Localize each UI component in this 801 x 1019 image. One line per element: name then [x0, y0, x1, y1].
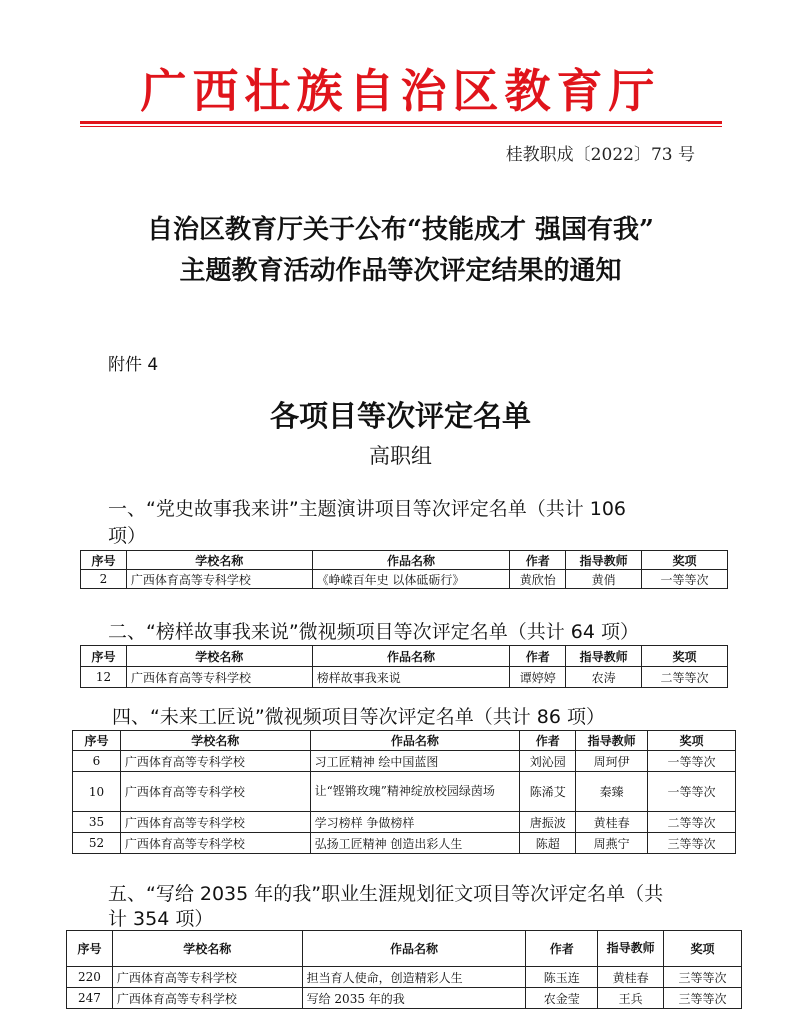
col-header-work: 作品名称: [312, 551, 510, 570]
cell-author: 黄欣怡: [510, 570, 566, 589]
col-header-author: 作者: [520, 731, 576, 751]
table-row: [73, 833, 736, 854]
cell-author: 唐振波: [520, 812, 576, 833]
table-header-row: [81, 646, 728, 667]
col-header-teacher: 指导教师: [598, 931, 664, 967]
section-2-table: [80, 645, 728, 688]
cell-author: 陈玉连: [526, 967, 598, 988]
table-row: [67, 988, 742, 1009]
cell-author: 刘沁园: [520, 751, 576, 772]
table-header-row: [73, 731, 736, 751]
cell-work: 担当育人使命，创造精彩人生: [302, 967, 526, 988]
header-rule-thin: [80, 126, 722, 127]
cell-author: 陈超: [520, 833, 576, 854]
col-header-author: 作者: [510, 551, 566, 570]
section-1-title-line1: 一、“党史故事我来讲”主题演讲项目等次评定名单（共计 106: [108, 498, 626, 520]
cell-teacher: 周燕宁: [576, 833, 648, 854]
section-5-title-line2: 计 354 项）: [108, 908, 214, 930]
col-header-author: 作者: [510, 646, 566, 667]
col-header-school: 学校名称: [126, 646, 312, 667]
cell-index: 35: [73, 812, 121, 833]
section-4-table: [72, 730, 736, 854]
cell-author: 农金莹: [526, 988, 598, 1009]
cell-award: 一等等次: [648, 751, 736, 772]
cell-index: 12: [81, 667, 127, 688]
cell-work: 榜样故事我来说: [312, 667, 510, 688]
col-header-work: 作品名称: [302, 931, 526, 967]
cell-teacher: 黄桂春: [576, 812, 648, 833]
cell-award: 三等等次: [648, 833, 736, 854]
cell-award: 一等等次: [648, 772, 736, 812]
cell-index: 2: [81, 570, 127, 589]
table-row: [81, 570, 728, 589]
cell-school: 广西体育高等专科学校: [120, 833, 310, 854]
section-4-title: 四、“未来工匠说”微视频项目等次评定名单（共计 86 项）: [112, 706, 605, 728]
col-header-award: 奖项: [642, 646, 728, 667]
cell-teacher: 周珂伊: [576, 751, 648, 772]
cell-school: 广西体育高等专科学校: [120, 772, 310, 812]
table-row: [73, 772, 736, 812]
header-rule-thick: [80, 121, 722, 124]
cell-index: 220: [67, 967, 113, 988]
cell-teacher: 秦臻: [576, 772, 648, 812]
col-header-teacher: 指导教师: [566, 551, 642, 570]
group-label: 高职组: [369, 444, 432, 468]
cell-index: 52: [73, 833, 121, 854]
cell-school: 广西体育高等专科学校: [112, 988, 302, 1009]
col-header-teacher: 指导教师: [576, 731, 648, 751]
col-header-work: 作品名称: [312, 646, 510, 667]
table-header-row: [67, 931, 742, 967]
notice-title-line2: 主题教育活动作品等次评定结果的通知: [179, 256, 622, 286]
col-header-school: 学校名称: [126, 551, 312, 570]
cell-author: 谭婷婷: [510, 667, 566, 688]
cell-work: 学习榜样 争做榜样: [310, 812, 520, 833]
cell-index: 247: [67, 988, 113, 1009]
section-1-table: [80, 550, 728, 589]
col-header-work: 作品名称: [310, 731, 520, 751]
cell-teacher: 黄俏: [566, 570, 642, 589]
col-header-award: 奖项: [648, 731, 736, 751]
table-row: [81, 667, 728, 688]
cell-school: 广西体育高等专科学校: [126, 667, 312, 688]
section-5-title-line1: 五、“写给 2035 年的我”职业生涯规划征文项目等次评定名单（共: [108, 883, 664, 905]
table-row: [73, 812, 736, 833]
col-header-school: 学校名称: [120, 731, 310, 751]
section-5-table: [66, 930, 742, 1009]
issuing-organization: 广西壮族自治区教育厅: [140, 64, 661, 118]
attachment-label: 附件 4: [108, 355, 159, 375]
document-number: 桂教职成〔2022〕73 号: [505, 145, 695, 165]
cell-school: 广西体育高等专科学校: [120, 751, 310, 772]
col-header-index: 序号: [81, 646, 127, 667]
col-header-index: 序号: [73, 731, 121, 751]
table-row: [67, 967, 742, 988]
table-header-row: [81, 551, 728, 570]
col-header-teacher: 指导教师: [566, 646, 642, 667]
cell-school: 广西体育高等专科学校: [112, 967, 302, 988]
cell-work: 让“铿锵玫瑰”精神绽放校园绿茵场: [310, 772, 520, 812]
cell-teacher: 黄桂春: [598, 967, 664, 988]
col-header-school: 学校名称: [112, 931, 302, 967]
col-header-author: 作者: [526, 931, 598, 967]
cell-work: 写给 2035 年的我: [302, 988, 526, 1009]
cell-work: 习工匠精神 绘中国蓝图: [310, 751, 520, 772]
cell-work: 弘扬工匠精神 创造出彩人生: [310, 833, 520, 854]
list-title: 各项目等次评定名单: [269, 399, 531, 433]
cell-award: 三等等次: [664, 988, 742, 1009]
cell-index: 6: [73, 751, 121, 772]
cell-school: 广西体育高等专科学校: [120, 812, 310, 833]
cell-award: 二等等次: [642, 667, 728, 688]
cell-author: 陈浠艾: [520, 772, 576, 812]
col-header-award: 奖项: [664, 931, 742, 967]
cell-teacher: 农涛: [566, 667, 642, 688]
col-header-index: 序号: [81, 551, 127, 570]
cell-award: 三等等次: [664, 967, 742, 988]
col-header-index: 序号: [67, 931, 113, 967]
cell-teacher: 王兵: [598, 988, 664, 1009]
cell-index: 10: [73, 772, 121, 812]
section-1-title-line2: 项）: [108, 525, 147, 547]
col-header-award: 奖项: [642, 551, 728, 570]
cell-school: 广西体育高等专科学校: [126, 570, 312, 589]
notice-title-line1: 自治区教育厅关于公布“技能成才 强国有我”: [147, 215, 654, 245]
section-2-title: 二、“榜样故事我来说”微视频项目等次评定名单（共计 64 项）: [108, 621, 639, 643]
cell-work: 《峥嵘百年史 以体砥砺行》: [312, 570, 510, 589]
cell-award: 二等等次: [648, 812, 736, 833]
table-row: [73, 751, 736, 772]
cell-award: 一等等次: [642, 570, 728, 589]
